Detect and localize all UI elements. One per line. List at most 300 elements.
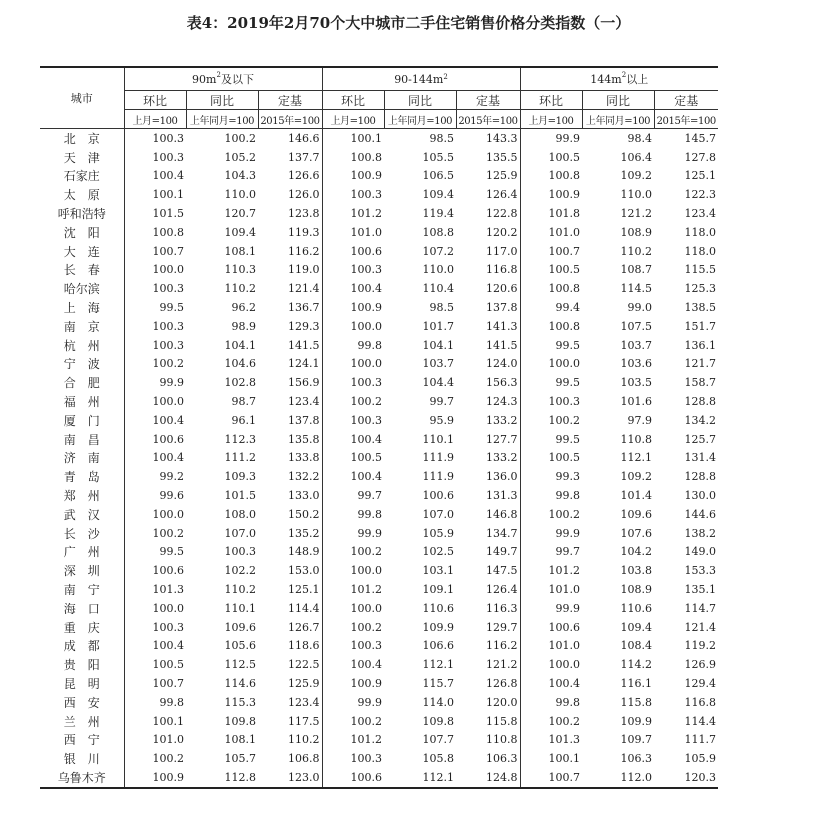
index-value: 105.9: [422, 526, 454, 540]
table-row: [40, 279, 718, 298]
base-header-mom: 上月=100: [322, 110, 384, 129]
index-value: 99.0: [627, 301, 652, 315]
index-value: 100.7: [152, 244, 184, 258]
index-value: 158.7: [684, 376, 716, 390]
table-row: [40, 355, 718, 374]
city-name: 重 庆: [40, 618, 124, 637]
index-value: 115.3: [224, 695, 256, 709]
index-value: 121.4: [684, 620, 716, 634]
index-value: 143.3: [456, 129, 520, 148]
index-value: 100.2: [548, 714, 580, 728]
index-value: 109.2: [620, 169, 652, 183]
index-value: 100.7: [520, 768, 582, 788]
index-value: 110.2: [258, 731, 322, 750]
index-value: 100.2: [350, 620, 382, 634]
index-value: 109.4: [224, 225, 256, 239]
index-value: 103.1: [422, 564, 454, 578]
subheader-yoy: 同比: [384, 91, 456, 110]
table-row: [40, 693, 718, 712]
table-row: [40, 712, 718, 731]
index-value: 100.3: [350, 752, 382, 766]
index-value: 117.5: [258, 712, 322, 731]
index-value: 105.9: [684, 752, 716, 766]
city-name: 西 安: [40, 693, 124, 712]
index-value: 104.1: [224, 338, 256, 352]
city-name: 济 南: [40, 449, 124, 468]
index-value: 109.7: [620, 733, 652, 747]
index-value: 103.7: [422, 357, 454, 371]
index-value: 122.3: [684, 188, 716, 202]
index-value: 137.8: [456, 298, 520, 317]
index-value: 109.4: [422, 188, 454, 202]
index-value: 105.6: [224, 639, 256, 653]
index-value: 112.1: [620, 451, 652, 465]
index-value: 100.2: [224, 131, 256, 145]
index-value: 100.1: [548, 752, 580, 766]
table-row: [40, 467, 718, 486]
index-value: 100.8: [548, 319, 580, 333]
table-row: [40, 185, 718, 204]
index-value: 125.3: [684, 282, 716, 296]
superscript-2: 2: [621, 71, 627, 79]
index-value: 151.7: [684, 319, 716, 333]
index-value: 137.8: [258, 411, 322, 430]
table-row: [40, 204, 718, 223]
index-value: 128.8: [684, 395, 716, 409]
index-value: 107.6: [620, 526, 652, 540]
index-value: 123.4: [258, 693, 322, 712]
table-row: [40, 505, 718, 524]
index-value: 104.6: [224, 357, 256, 371]
price-index-table: [40, 66, 718, 789]
index-value: 100.6: [152, 564, 184, 578]
group-header-small: $90m^2$及以下: [124, 67, 322, 91]
index-value: 100.3: [152, 282, 184, 296]
city-name: 青 岛: [40, 467, 124, 486]
index-value: 100.1: [350, 131, 382, 145]
index-value: 101.0: [350, 225, 382, 239]
index-value: 99.5: [555, 376, 580, 390]
base-header-fixed-base: 2015年=100: [654, 110, 718, 129]
index-value: 99.9: [555, 131, 580, 145]
index-value: 111.2: [224, 451, 256, 465]
index-value: 101.0: [548, 225, 580, 239]
index-value: 131.3: [456, 486, 520, 505]
index-value: 96.1: [231, 413, 256, 427]
index-value: 99.5: [555, 432, 580, 446]
index-value: 117.0: [456, 242, 520, 261]
index-value: 100.4: [350, 282, 382, 296]
table-row: [40, 749, 718, 768]
superscript-2: 2: [216, 71, 221, 79]
index-value: 100.2: [350, 714, 382, 728]
index-value: 100.5: [548, 263, 580, 277]
table-row: [40, 261, 718, 280]
index-value: 104.3: [224, 169, 256, 183]
table-row: [40, 430, 718, 449]
table-row: [40, 486, 718, 505]
index-value: 101.2: [350, 207, 382, 221]
index-value: 99.9: [357, 526, 382, 540]
city-name: 太 原: [40, 185, 124, 204]
index-value: 120.7: [224, 207, 256, 221]
table-row: [40, 768, 718, 788]
index-value: 103.7: [620, 338, 652, 352]
subheader-fixed-base: 定基: [654, 91, 718, 110]
index-value: 141.5: [456, 336, 520, 355]
index-value: 106.8: [258, 749, 322, 768]
index-value: 123.8: [258, 204, 322, 223]
index-value: 119.0: [258, 261, 322, 280]
subheader-mom: 环比: [520, 91, 582, 110]
index-value: 126.8: [456, 674, 520, 693]
index-value: 99.2: [159, 470, 184, 484]
index-value: 109.8: [422, 714, 454, 728]
table-row: [40, 449, 718, 468]
index-value: 133.2: [456, 449, 520, 468]
index-value: 108.1: [224, 244, 256, 258]
index-value: 109.3: [224, 470, 256, 484]
index-value: 134.2: [684, 413, 716, 427]
index-value: 112.0: [582, 768, 654, 788]
base-header-yoy: 上年同月=100: [384, 110, 456, 129]
city-name: 郑 州: [40, 486, 124, 505]
index-value: 111.9: [422, 451, 454, 465]
index-value: 100.2: [152, 357, 184, 371]
index-value: 99.3: [555, 470, 580, 484]
index-value: 109.8: [224, 714, 256, 728]
table-row: [40, 242, 718, 261]
index-value: 135.8: [258, 430, 322, 449]
index-value: 100.9: [350, 169, 382, 183]
index-value: 119.4: [422, 207, 454, 221]
index-value: 129.7: [456, 618, 520, 637]
index-value: 104.4: [422, 376, 454, 390]
index-value: 134.7: [456, 524, 520, 543]
index-value: 116.1: [620, 677, 652, 690]
index-value: 100.0: [152, 507, 184, 521]
index-value: 145.7: [684, 131, 716, 145]
index-value: 116.8: [684, 695, 716, 709]
index-value: 156.3: [456, 373, 520, 392]
city-name: 大 连: [40, 242, 124, 261]
city-name: 贵 阳: [40, 655, 124, 674]
index-value: 101.0: [152, 733, 184, 747]
city-name: 长 沙: [40, 524, 124, 543]
index-value: 101.8: [548, 207, 580, 221]
table-row: [40, 561, 718, 580]
index-value: 109.6: [224, 620, 256, 634]
index-value: 99.7: [429, 395, 454, 409]
index-value: 111.9: [422, 470, 454, 484]
subheader-fixed-base: 定基: [258, 91, 322, 110]
index-value: 99.8: [555, 489, 580, 503]
group-header-medium: $90-144m^2$: [322, 67, 520, 91]
index-value: 123.4: [258, 392, 322, 411]
index-value: 100.3: [152, 319, 184, 333]
city-name: 北 京: [40, 129, 124, 148]
index-value: 100.0: [350, 357, 382, 371]
index-value: 102.8: [224, 376, 256, 390]
base-header-mom: 上月=100: [520, 110, 582, 129]
index-value: 135.1: [684, 583, 716, 597]
index-value: 114.6: [224, 677, 256, 690]
index-value: 103.6: [620, 357, 652, 371]
index-value: 133.2: [456, 411, 520, 430]
base-header-yoy: 上年同月=100: [186, 110, 258, 129]
index-value: 102.5: [422, 545, 454, 559]
table-row: [40, 392, 718, 411]
index-value: 116.8: [456, 261, 520, 280]
index-value: 100.0: [350, 319, 382, 333]
city-name: 厦 门: [40, 411, 124, 430]
index-value: 98.7: [231, 395, 256, 409]
index-value: 118.0: [684, 244, 716, 258]
base-header-fixed-base: 2015年=100: [258, 110, 322, 129]
superscript-2: 2: [443, 72, 448, 81]
index-value: 148.9: [258, 543, 322, 562]
index-value: 149.7: [456, 543, 520, 562]
index-value: 101.5: [152, 207, 184, 221]
index-value: 112.1: [384, 768, 456, 788]
subheader-yoy: 同比: [186, 91, 258, 110]
index-value: 110.2: [620, 244, 652, 258]
base-header-mom: 上月=100: [124, 110, 186, 129]
index-value: 100.0: [152, 395, 184, 409]
index-value: 100.1: [152, 188, 184, 202]
index-value: 108.1: [224, 733, 256, 747]
city-name: 天 津: [40, 148, 124, 167]
index-value: 118.0: [684, 225, 716, 239]
index-value: 100.0: [350, 564, 382, 578]
index-value: 124.1: [258, 355, 322, 374]
index-value: 138.5: [684, 301, 716, 315]
index-value: 112.5: [224, 658, 256, 672]
index-value: 147.5: [456, 561, 520, 580]
index-value: 99.5: [555, 338, 580, 352]
table-row: [40, 580, 718, 599]
base-header-yoy: 上年同月=100: [582, 110, 654, 129]
index-value: 110.6: [422, 601, 454, 615]
index-value: 121.4: [258, 279, 322, 298]
index-value: 106.5: [422, 169, 454, 183]
index-value: 99.6: [159, 489, 184, 503]
index-value: 125.1: [258, 580, 322, 599]
index-value: 153.0: [258, 561, 322, 580]
index-value: 105.8: [422, 752, 454, 766]
index-value: 126.9: [684, 658, 716, 672]
table-row: [40, 129, 718, 148]
index-value: 100.4: [350, 432, 382, 446]
index-value: 114.7: [684, 601, 716, 615]
city-name: 西 宁: [40, 731, 124, 750]
index-value: 108.7: [620, 263, 652, 277]
index-value: 101.0: [548, 639, 580, 653]
index-value: 131.4: [684, 451, 716, 465]
city-name: 福 州: [40, 392, 124, 411]
index-value: 126.4: [456, 185, 520, 204]
index-value: 101.2: [548, 564, 580, 578]
index-value: 100.6: [350, 244, 382, 258]
index-value: 100.9: [350, 301, 382, 315]
index-value: 109.9: [422, 620, 454, 634]
index-value: 110.4: [422, 282, 454, 296]
index-value: 103.5: [620, 376, 652, 390]
city-name: 长 春: [40, 261, 124, 280]
index-value: 100.2: [548, 507, 580, 521]
index-value: 116.3: [456, 599, 520, 618]
index-value: 107.7: [422, 733, 454, 747]
index-value: 100.0: [152, 601, 184, 615]
city-name: 石家庄: [40, 167, 124, 186]
index-value: 112.1: [422, 658, 454, 672]
table-row: [40, 655, 718, 674]
index-value: 100.3: [548, 395, 580, 409]
index-value: 122.8: [456, 204, 520, 223]
index-value: 133.0: [258, 486, 322, 505]
index-value: 107.0: [422, 507, 454, 521]
index-value: 99.5: [159, 545, 184, 559]
index-value: 110.0: [620, 188, 652, 202]
index-value: 119.3: [258, 223, 322, 242]
index-value: 99.8: [357, 338, 382, 352]
index-value: 115.7: [422, 677, 454, 690]
index-value: 110.1: [422, 432, 454, 446]
index-value: 127.8: [684, 150, 716, 164]
table-row: [40, 618, 718, 637]
index-value: 105.2: [224, 150, 256, 164]
table-row: [40, 148, 718, 167]
index-value: 99.9: [357, 695, 382, 709]
index-value: 116.2: [456, 637, 520, 656]
index-value: 100.3: [152, 131, 184, 145]
city-name: 呼和浩特: [40, 204, 124, 223]
page-title: 表4：2019年2月70个大中城市二手住宅销售价格分类指数（一）: [186, 14, 631, 32]
index-value: 136.7: [258, 298, 322, 317]
index-value: 100.3: [350, 263, 382, 277]
index-value: 100.4: [152, 639, 184, 653]
index-value: 98.5: [429, 301, 454, 315]
index-value: 100.4: [548, 677, 580, 690]
index-value: 110.8: [456, 731, 520, 750]
index-value: 126.6: [258, 167, 322, 186]
index-value: 120.0: [456, 693, 520, 712]
index-value: 135.2: [258, 524, 322, 543]
index-value: 101.7: [422, 319, 454, 333]
index-value: 110.6: [620, 601, 652, 615]
index-value: 100.3: [350, 639, 382, 653]
index-value: 101.2: [350, 733, 382, 747]
index-value: 106.4: [620, 150, 652, 164]
index-value: 114.2: [620, 658, 652, 672]
index-value: 137.7: [258, 148, 322, 167]
index-value: 108.8: [422, 225, 454, 239]
table-row: [40, 637, 718, 656]
index-value: 110.0: [422, 263, 454, 277]
index-value: 100.5: [152, 658, 184, 672]
city-name: 上 海: [40, 298, 124, 317]
index-value: 156.9: [258, 373, 322, 392]
index-value: 124.3: [456, 392, 520, 411]
index-value: 100.9: [548, 188, 580, 202]
index-value: 123.4: [684, 207, 716, 221]
index-value: 144.6: [684, 507, 716, 521]
index-value: 100.4: [152, 413, 184, 427]
index-value: 99.7: [357, 489, 382, 503]
index-value: 124.0: [456, 355, 520, 374]
index-value: 100.9: [124, 768, 186, 788]
table-row: [40, 674, 718, 693]
index-value: 133.8: [258, 449, 322, 468]
index-value: 114.5: [620, 282, 652, 296]
index-value: 121.2: [456, 655, 520, 674]
index-value: 124.8: [456, 768, 520, 788]
index-value: 95.9: [429, 413, 454, 427]
city-name: 沈 阳: [40, 223, 124, 242]
city-name: 南 京: [40, 317, 124, 336]
table-row: [40, 411, 718, 430]
index-value: 100.4: [152, 451, 184, 465]
index-value: 109.2: [620, 470, 652, 484]
index-value: 100.6: [422, 489, 454, 503]
table-row: [40, 599, 718, 618]
index-value: 100.4: [350, 470, 382, 484]
index-value: 99.8: [555, 695, 580, 709]
index-value: 101.5: [224, 489, 256, 503]
index-value: 99.9: [555, 601, 580, 615]
index-value: 108.0: [224, 507, 256, 521]
index-value: 100.6: [548, 620, 580, 634]
table-row: [40, 731, 718, 750]
index-value: 101.0: [548, 583, 580, 597]
index-value: 100.2: [152, 752, 184, 766]
index-value: 110.3: [224, 263, 256, 277]
index-value: 141.3: [456, 317, 520, 336]
table-row: [40, 298, 718, 317]
index-value: 135.5: [456, 148, 520, 167]
index-value: 100.4: [152, 169, 184, 183]
index-value: 100.0: [350, 601, 382, 615]
index-value: 98.4: [627, 131, 652, 145]
index-value: 126.0: [258, 185, 322, 204]
index-value: 104.1: [422, 338, 454, 352]
index-value: 107.5: [620, 319, 652, 333]
index-value: 109.1: [422, 583, 454, 597]
index-value: 110.8: [620, 432, 652, 446]
subheader-yoy: 同比: [582, 91, 654, 110]
index-value: 100.4: [350, 658, 382, 672]
index-value: 100.8: [548, 169, 580, 183]
index-value: 110.0: [224, 188, 256, 202]
index-value: 125.1: [684, 169, 716, 183]
index-value: 105.5: [422, 150, 454, 164]
city-name: 宁 波: [40, 355, 124, 374]
index-value: 125.7: [684, 432, 716, 446]
index-value: 99.8: [357, 507, 382, 521]
table-row: [40, 336, 718, 355]
index-value: 100.2: [152, 526, 184, 540]
index-value: 98.5: [429, 131, 454, 145]
index-value: 114.4: [684, 714, 716, 728]
index-value: 100.1: [152, 714, 184, 728]
index-value: 103.8: [620, 564, 652, 578]
index-value: 129.3: [258, 317, 322, 336]
index-value: 125.9: [258, 674, 322, 693]
index-value: 121.2: [620, 207, 652, 221]
index-value: 109.9: [620, 714, 652, 728]
index-value: 99.4: [555, 301, 580, 315]
index-value: 119.2: [684, 639, 716, 653]
